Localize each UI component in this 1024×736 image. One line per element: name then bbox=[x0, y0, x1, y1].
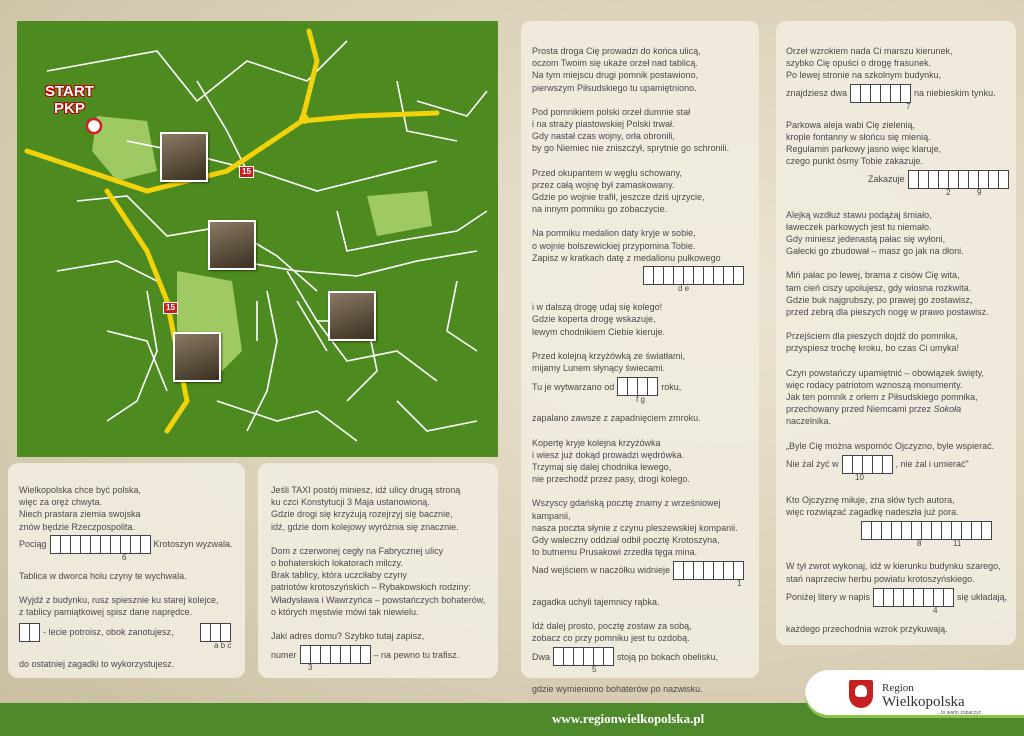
website-link[interactable]: www.regionwielkopolska.pl bbox=[552, 711, 705, 726]
forbid-fill: Zakazuje bbox=[786, 170, 1008, 189]
coat-of-arms-icon bbox=[849, 680, 873, 708]
verse: Wszyscy gdańską pocztę znamy z wrześniowej kampanii, nasza poczta słynie z czynu pleszewskiej kompanii. Gdy waleczny oddział odbił pocztę Krotoszyna, to butnemu Prusakowi zrzedła tęga mina. bbox=[532, 498, 738, 558]
puzzle-column-4 bbox=[776, 21, 1016, 645]
letter-index: 10 bbox=[855, 472, 864, 482]
address-question: Jaki adres domu? Szybko tutaj zapisz, bbox=[271, 631, 425, 642]
logo-tagline: ...to warto zobaczyć bbox=[937, 710, 982, 716]
verse: Na pomniku medalion daty kryje w sobie, o wojnie bolszewickiej przypomina Tobie. Zapisz w kratkach datę z medalionu pułkowego bbox=[532, 228, 721, 263]
verse: Orzeł wzrokiem nada Ci marszu kierunek, szybko Cię opuści o drogę frasunek. Po lewej stronie na szkolnym budynku, bbox=[786, 46, 953, 81]
verse: W tył zwrot wykonaj, idź w kierunku budynku szarego, stań naprzeciw herbu powiatu krotoszyńskiego. bbox=[786, 561, 1001, 584]
photo-monument bbox=[173, 332, 221, 382]
start-marker bbox=[87, 119, 101, 133]
verse: Przed kolejną krzyżówką ze światłami, mijamy Lunem słynący świecami. bbox=[532, 350, 686, 374]
verse: Przejściem dla pieszych dojdź do pomnika, przyspiesz trochę kroku, bo czas Ci umyka! bbox=[786, 331, 960, 354]
verse-line: zapalano zawsze z zapadnięciem zmroku. bbox=[532, 413, 701, 424]
puzzle-card-1 bbox=[8, 463, 245, 678]
last-line: do ostatniej zagadki to wykorzystujesz. bbox=[19, 658, 175, 669]
verse: Alejką wzdłuż stawu podążaj śmiało, ławeczek parkowych jest tu niemało. Gdy miniesz jedenastą pałac się wyłoni, Gałecki go zbudował – masz go jak na dłoni. bbox=[786, 209, 964, 257]
train-fill: Pociąg Krotoszyn wyzwala. bbox=[19, 535, 235, 554]
rail-verse: Wyjdź z budynku, rusz spiesznie ku starej kolejce, z tablicy pamiątkowej spisz dane naprędce. bbox=[19, 595, 219, 618]
region-logo bbox=[805, 670, 1024, 718]
verse: Przed okupantem w węglu schowany, przez całą wojnę był zamaskowany. Gdzie po wojnie trafił, jeszcze dziś ujrzycie, na innym pomniku go zobaczycie. bbox=[532, 167, 705, 215]
house-verse: Dom z czerwonej cegły na Fabrycznej ulicy o bohaterskich lokatorach milczy. Brak tablicy, która uczciłaby czyny patriotów krotoszyńskich – Rybakowskich rodziny: Władysława i Wawrzyńca – powstańczych bohaterów, o których męstwie mówi tak niewielu. bbox=[271, 545, 486, 617]
photo-church bbox=[328, 291, 376, 341]
verse: Miń pałac po lewej, brama z cisów Cię wita, tam cień ciszy upolujesz, gdy wiosna rozkwita. Gdzie buk najgrubszy, po prawej go zostawisz, przed zebrą dla pieszych nogę w prawo postawisz. bbox=[786, 270, 989, 318]
answer-boxes[interactable] bbox=[673, 561, 744, 580]
live-fill: Nie żal żyć w , nie żal i umierać" bbox=[786, 455, 1008, 474]
find-fill: znajdziesz dwa na niebieskim tynku. bbox=[786, 84, 1008, 103]
photo-post-office bbox=[208, 220, 256, 270]
verse-line: zagadka uchyli tajemnicy rąbka. bbox=[532, 596, 660, 607]
entry-fill: Nad wejściem w naczółku widnieje bbox=[532, 561, 751, 580]
quote-line: „Byle Cię można wspomóc Ojczyzno, byle wspierać. bbox=[786, 440, 995, 451]
two-fill: Dwa stoją po bokach obelisku, bbox=[532, 647, 751, 666]
logo-name: Wielkopolska bbox=[882, 694, 965, 710]
start-label bbox=[45, 83, 94, 117]
taxi-verse: Jeśli TAXI postój miniesz, idź ulicy drugą stroną ku czci Konstytucji 3 Maja ustanowioną. Gdzie drogi się krzyżują rozejrzyj się bacznie, idź, gdzie dom kolejowy wyróżnia się znacznie. bbox=[271, 485, 461, 532]
verse: Pod pomnikiem polski orzeł dumnie stał i na straży piastowskiej Polski trwał. Gdy nastał czas wojny, orła obronili, by go Niemiec nie zniszczył, sprytnie go schronili. bbox=[532, 106, 730, 154]
letter-index: f g bbox=[636, 395, 645, 405]
verse-line: gdzie wymieniono bohaterów po nazwisku. bbox=[532, 683, 703, 694]
letter-index: 5 bbox=[592, 665, 597, 675]
letter-index: 4 bbox=[933, 605, 938, 615]
year-fill: - lecie potroisz, obok zanotujesz, bbox=[19, 623, 235, 642]
verse: i w dalszą drogę udaj się kolego! Gdzie koperta drogę wskazuje, lewym chodnikiem Ciebie kieruje. bbox=[532, 302, 666, 337]
number-fill: numer – na pewno tu trafisz. bbox=[271, 645, 490, 664]
letter-index: 3 bbox=[308, 663, 313, 673]
road-sign-15: 15 bbox=[239, 166, 254, 178]
station-line: Tablica w dworca holu czyny te wychwala. bbox=[19, 571, 187, 582]
answer-boxes[interactable] bbox=[850, 84, 911, 103]
puzzle-card-2 bbox=[258, 463, 498, 678]
park-area bbox=[367, 191, 432, 236]
letter-index: d e bbox=[678, 284, 690, 294]
photo-station bbox=[160, 132, 208, 182]
verse: Kopertę kryje kolejna krzyżówka i wiesz już dokąd prowadzi wędrówka. Trzymaj się dalej chodnika lewego, nie przechodź przez pasy, drogi kolego. bbox=[532, 437, 690, 485]
verse: Czyn powstańczy upamiętnić – obowiązek święty, więc rodacy patriotom wznoszą monumenty. Jak ten pomnik z orłem z Piłsudskiego pomnika, przechowany przed Niemcami przez Sokoła naczelnika. bbox=[786, 367, 984, 427]
road-sign-15: 15 bbox=[163, 302, 178, 314]
year-fill: Tu je wytwarzano od roku, bbox=[532, 377, 751, 396]
answer-boxes[interactable] bbox=[19, 623, 40, 642]
letters-fill: Poniżej litery w napis się układają, bbox=[786, 588, 1008, 607]
verse: Idź dalej prosto, pocztę zostaw za sobą, zobacz co przy pomniku jest tu ozdobą. bbox=[532, 620, 692, 644]
index-row: 2 9 bbox=[946, 187, 982, 197]
verse: Prosta droga Cię prowadzi do końca ulicą, oczom Twoim się ukaże orzeł nad tablicą. Na tym miejscu drugi pomnik postawiono, pierwszym Piłsudskiego tu upamiętniono. bbox=[532, 46, 701, 93]
letter-index: a b c bbox=[214, 640, 232, 650]
puzzle-column-3 bbox=[521, 21, 759, 694]
city-map bbox=[17, 21, 498, 457]
verse-line: każdego przechodnia wzrok przykuwają. bbox=[786, 624, 948, 635]
letter-index: 6 bbox=[122, 552, 127, 562]
letter-index: 7 bbox=[906, 101, 911, 111]
start-text: START bbox=[45, 83, 94, 100]
verse: Parkowa aleja wabi Cię zielenią, krople fontanny w słońcu się mienią. Regulamin parkowy jasno więc klaruje, czego punkt ósmy Tobie zakazuje. bbox=[786, 119, 942, 167]
pkp-text: PKP bbox=[54, 100, 85, 117]
logo-region: Region bbox=[882, 682, 914, 694]
verse: Kto Ojczyznę miłuje, zna słów tych autora, więc rozwiązać zagadkę nadeszła już pora. bbox=[786, 495, 959, 518]
index-row: 8 11 bbox=[917, 539, 962, 549]
letter-index: 1 bbox=[737, 578, 742, 588]
intro-verse: Wielkopolska chce być polska, więc za oręż chwyta. Niech prastara ziemia swojska znów będzie Rzeczpospolita. bbox=[19, 485, 142, 532]
